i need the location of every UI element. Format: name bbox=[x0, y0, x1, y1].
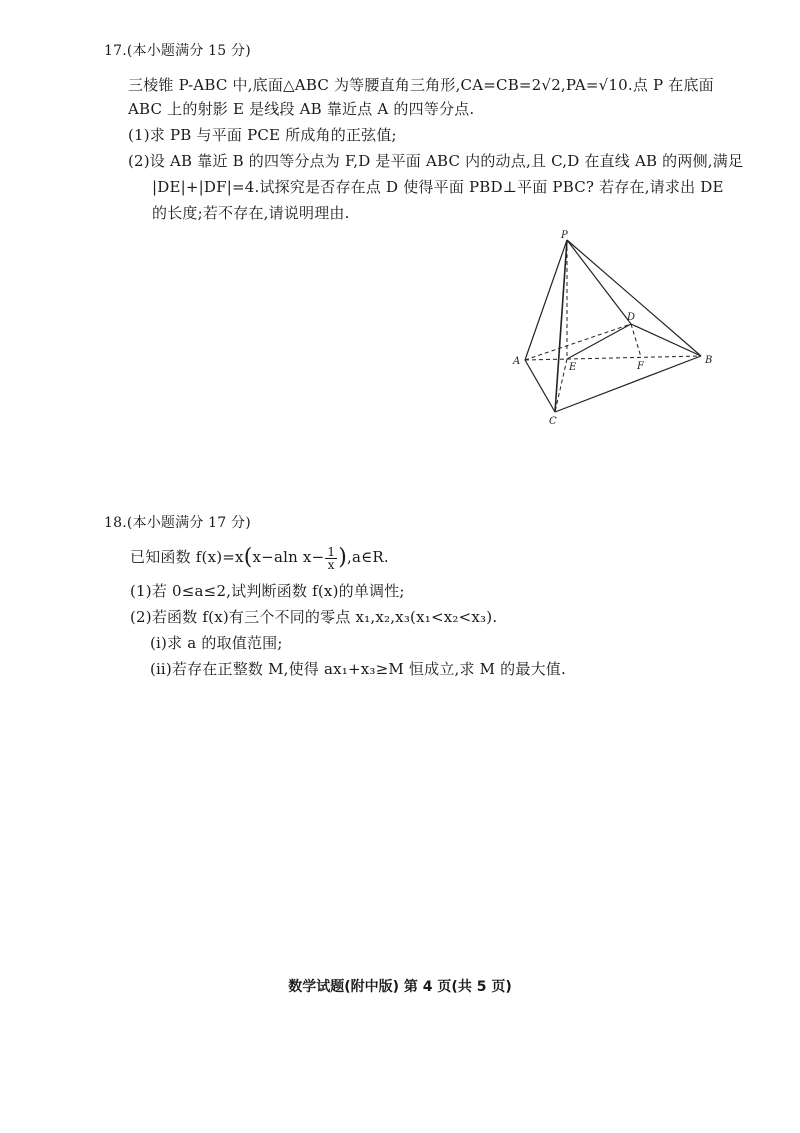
fraction-one-over-x bbox=[325, 546, 337, 571]
page-footer: 数学试题(附中版) 第 4 页(共 5 页) bbox=[288, 979, 512, 995]
label-c: C bbox=[549, 416, 557, 427]
q17-part2-line1: (2)设 AB 靠近 B 的四等分点为 F,D 是平面 ABC 内的动点,且 C,D 在直线 AB 的两侧,满足 bbox=[128, 152, 744, 170]
tetrahedron-figure bbox=[505, 228, 720, 428]
edge-pd bbox=[567, 240, 631, 324]
q17-statement-line2: ABC 上的射影 E 是线段 AB 靠近点 A 的四等分点. bbox=[128, 100, 475, 118]
q18-given-prefix: 已知函数 f(x)=x bbox=[130, 548, 244, 566]
edge-ad bbox=[525, 324, 631, 360]
q17-part2-line3: 的长度;若不存在,请说明理由. bbox=[152, 204, 350, 222]
edge-ab bbox=[525, 356, 701, 360]
fraction-denominator: x bbox=[327, 557, 335, 572]
fraction-numerator: 1 bbox=[327, 544, 336, 559]
q18-given-inner: x−aln x− bbox=[252, 548, 325, 566]
label-e: E bbox=[569, 362, 577, 373]
label-a: A bbox=[513, 356, 521, 367]
q18-header: 18.(本小题满分 17 分) bbox=[104, 515, 251, 531]
edge-bc bbox=[555, 356, 701, 412]
q17-header: 17.(本小题满分 15 分) bbox=[104, 43, 251, 59]
label-f: F bbox=[637, 361, 644, 372]
label-p: P bbox=[561, 230, 568, 241]
edge-pc bbox=[555, 240, 567, 412]
q18-sub2: (ⅱ)若存在正整数 M,使得 ax₁+x₃≥M 恒成立,求 M 的最大值. bbox=[150, 660, 566, 678]
label-b: B bbox=[705, 355, 713, 366]
q18-given-suffix: ,a∈R. bbox=[346, 548, 389, 566]
q17-part2-line2: |DE|+|DF|=4.试探究是否存在点 D 使得平面 PBD⊥平面 PBC? 若存在,请求出 DE bbox=[152, 178, 724, 196]
edge-pa bbox=[525, 240, 567, 360]
q17-statement-line1: 三棱锥 P-ABC 中,底面△ABC 为等腰直角三角形,CA=CB=2√2,PA=√10.点 P 在底面 bbox=[128, 76, 714, 94]
q18-sub1: (ⅰ)求 a 的取值范围; bbox=[150, 634, 283, 652]
edge-ac bbox=[525, 360, 555, 412]
left-paren: ( bbox=[243, 545, 253, 570]
q18-part1: (1)若 0≤a≤2,试判断函数 f(x)的单调性; bbox=[130, 582, 405, 600]
q18-given bbox=[130, 542, 389, 573]
label-d: D bbox=[627, 312, 636, 323]
edge-ed bbox=[567, 324, 631, 359]
q18-part2: (2)若函数 f(x)有三个不同的零点 x₁,x₂,x₃(x₁<x₂<x₃). bbox=[130, 608, 498, 626]
edge-df bbox=[631, 324, 641, 357]
right-paren: ) bbox=[338, 545, 347, 570]
q17-part1: (1)求 PB 与平面 PCE 所成角的正弦值; bbox=[128, 126, 397, 144]
edge-db bbox=[631, 324, 701, 356]
